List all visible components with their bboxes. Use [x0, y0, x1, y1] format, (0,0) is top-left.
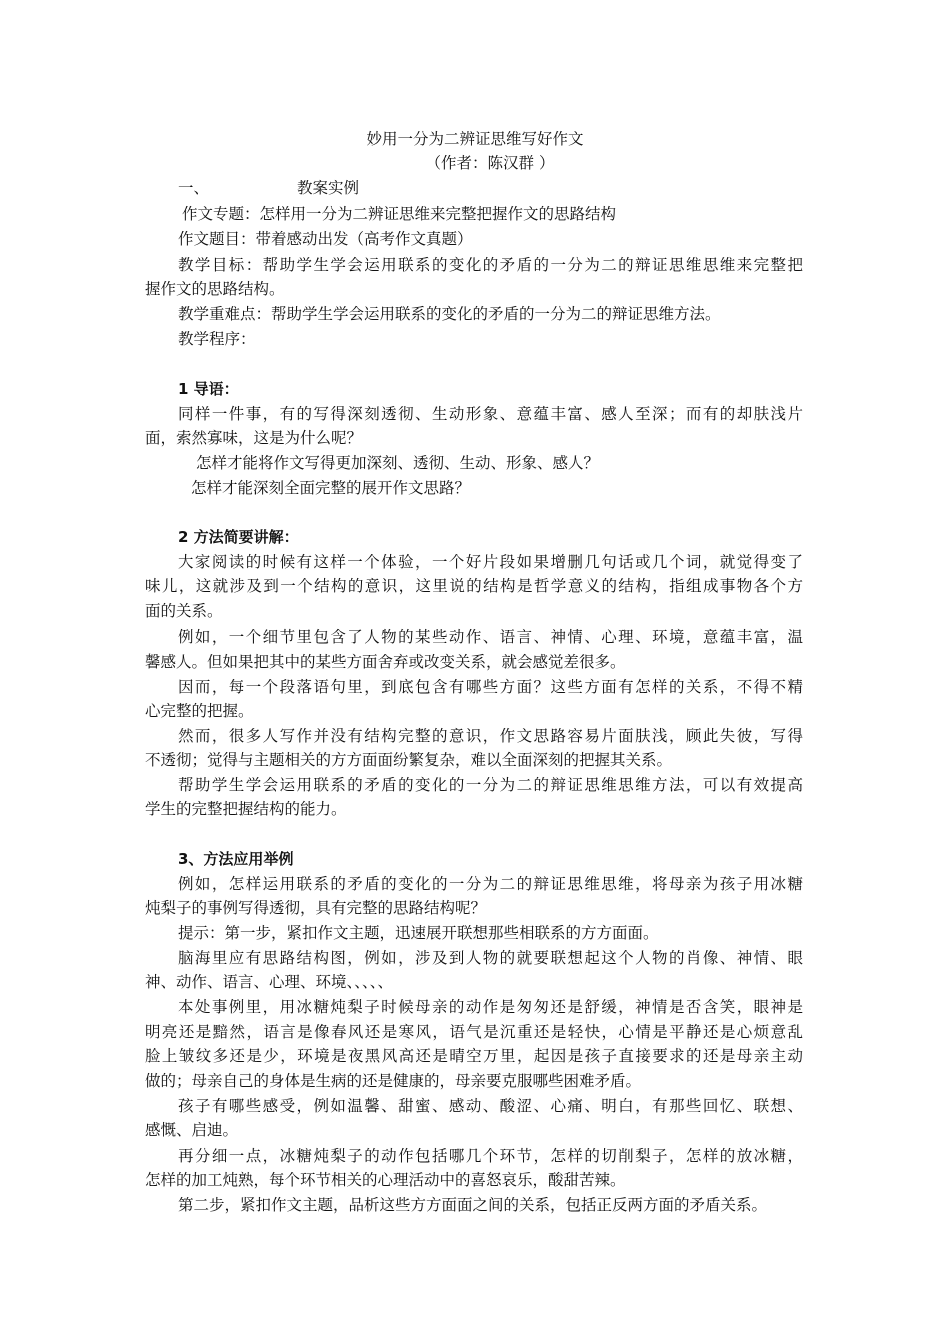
paragraph: 脑海里应有思路结构图，例如，涉及到人物的就要联想起这个人物的肖像、神情、眼 — [178, 949, 803, 967]
paragraph-cont: 面，索然寡味，这是为什么呢？ — [145, 429, 363, 447]
question-line: 怎样才能深刻全面完整的展开作文思路？ — [191, 479, 471, 497]
document-author: （作者：陈汉群 ） — [425, 154, 555, 172]
paragraph: 同样一件事，有的写得深刻透彻、生动形象、意蕴丰富、感人至深；而有的却肤浅片 — [178, 405, 803, 423]
paragraph: 再分细一点，冰糖炖梨子的动作包括哪几个环节，怎样的切削梨子，怎样的放冰糖， — [178, 1147, 803, 1165]
paragraph-cont: 感慨、启迪。 — [145, 1121, 239, 1139]
paragraph: 大家阅读的时候有这样一个体验，一个好片段如果增删几句话或几个词，就觉得变了 — [178, 553, 803, 571]
paragraph-cont: 炖梨子的事例写得透彻，具有完整的思路结构呢？ — [145, 899, 487, 917]
paragraph: 提示：第一步，紧扣作文主题，迅速展开联想那些相联系的方方面面。 — [178, 924, 659, 942]
paragraph: 例如，一个细节里包含了人物的某些动作、语言、神情、心理、环境，意蕴丰富，温 — [178, 628, 803, 646]
paragraph-cont: 做的；母亲自己的身体是生病的还是健康的，母亲要克服哪些困难矛盾。 — [145, 1072, 642, 1090]
paragraph: 第二步，紧扣作文主题，品析这些方方面面之间的关系，包括正反两方面的矛盾关系。 — [178, 1196, 768, 1214]
paragraph: 帮助学生学会运用联系的矛盾的变化的一分为二的辩证思维思维方法，可以有效提高 — [178, 776, 803, 794]
paragraph-cont: 心完整的把握。 — [145, 702, 254, 720]
paragraph: 例如，怎样运用联系的矛盾的变化的一分为二的辩证思维思维，将母亲为孩子用冰糖 — [178, 875, 803, 893]
keypoint-line: 教学重难点：帮助学生学会运用联系的变化的矛盾的一分为二的辩证思维方法。 — [178, 305, 721, 323]
paragraph-cont: 学生的完整把握结构的能力。 — [145, 800, 347, 818]
paragraph-cont: 不透彻；觉得与主题相关的方方面面纷繁复杂，难以全面深刻的把握其关系。 — [145, 751, 673, 769]
topic-line: 作文专题：怎样用一分为二辨证思维来完整把握作文的思路结构 — [182, 205, 617, 223]
paragraph-cont: 面的关系。 — [145, 602, 223, 620]
part1-heading: 1 导语： — [178, 380, 239, 398]
part3-heading: 3、方法应用举例 — [178, 850, 294, 868]
procedure-line: 教学程序： — [178, 330, 256, 348]
paragraph: 因而，每一个段落语句里，到底包含有哪些方面？这些方面有怎样的关系，不得不精 — [178, 678, 803, 696]
paragraph-cont: 神、动作、语言、心理、环境、、、、、 — [145, 973, 394, 991]
paragraph-cont: 脸上皱纹多还是少，环境是夜黑风高还是晴空万里，起因是孩子直接要求的还是母亲主动 — [145, 1047, 803, 1065]
part2-heading: 2 方法简要讲解： — [178, 528, 299, 546]
paragraph-cont: 馨感人。但如果把其中的某些方面舍弃或改变关系，就会感觉差很多。 — [145, 653, 626, 671]
paragraph-cont: 怎样的加工炖熟，每个环节相关的心理活动中的喜怒哀乐，酸甜苦辣。 — [145, 1171, 626, 1189]
prompt-line: 作文题目：带着感动出发（高考作文真题） — [178, 230, 473, 248]
goal-line-cont: 握作文的思路结构。 — [145, 280, 285, 298]
section-number: 一、 — [178, 179, 210, 197]
paragraph: 本处事例里，用冰糖炖梨子时候母亲的动作是匆匆还是舒缓，神情是否含笑，眼神是 — [178, 998, 803, 1016]
paragraph: 然而，很多人写作并没有结构完整的意识，作文思路容易片面肤浅，顾此失彼，写得 — [178, 727, 803, 745]
goal-line: 教学目标：帮助学生学会运用联系的变化的矛盾的一分为二的辩证思维思维来完整把 — [178, 256, 803, 274]
question-line: 怎样才能将作文写得更加深刻、透彻、生动、形象、感人？ — [196, 454, 600, 472]
section-heading: 教案实例 — [297, 179, 360, 197]
paragraph-cont: 明亮还是黯然，语言是像春风还是寒风，语气是沉重还是轻快，心情是平静还是心烦意乱 — [145, 1023, 803, 1041]
document-title: 妙用一分为二辨证思维写好作文 — [366, 130, 584, 148]
paragraph-cont: 味儿，这就涉及到一个结构的意识，这里说的结构是哲学意义的结构，指组成事物各个方 — [145, 577, 803, 595]
paragraph: 孩子有哪些感受，例如温馨、甜蜜、感动、酸涩、心痛、明白，有那些回忆、联想、 — [178, 1097, 803, 1115]
